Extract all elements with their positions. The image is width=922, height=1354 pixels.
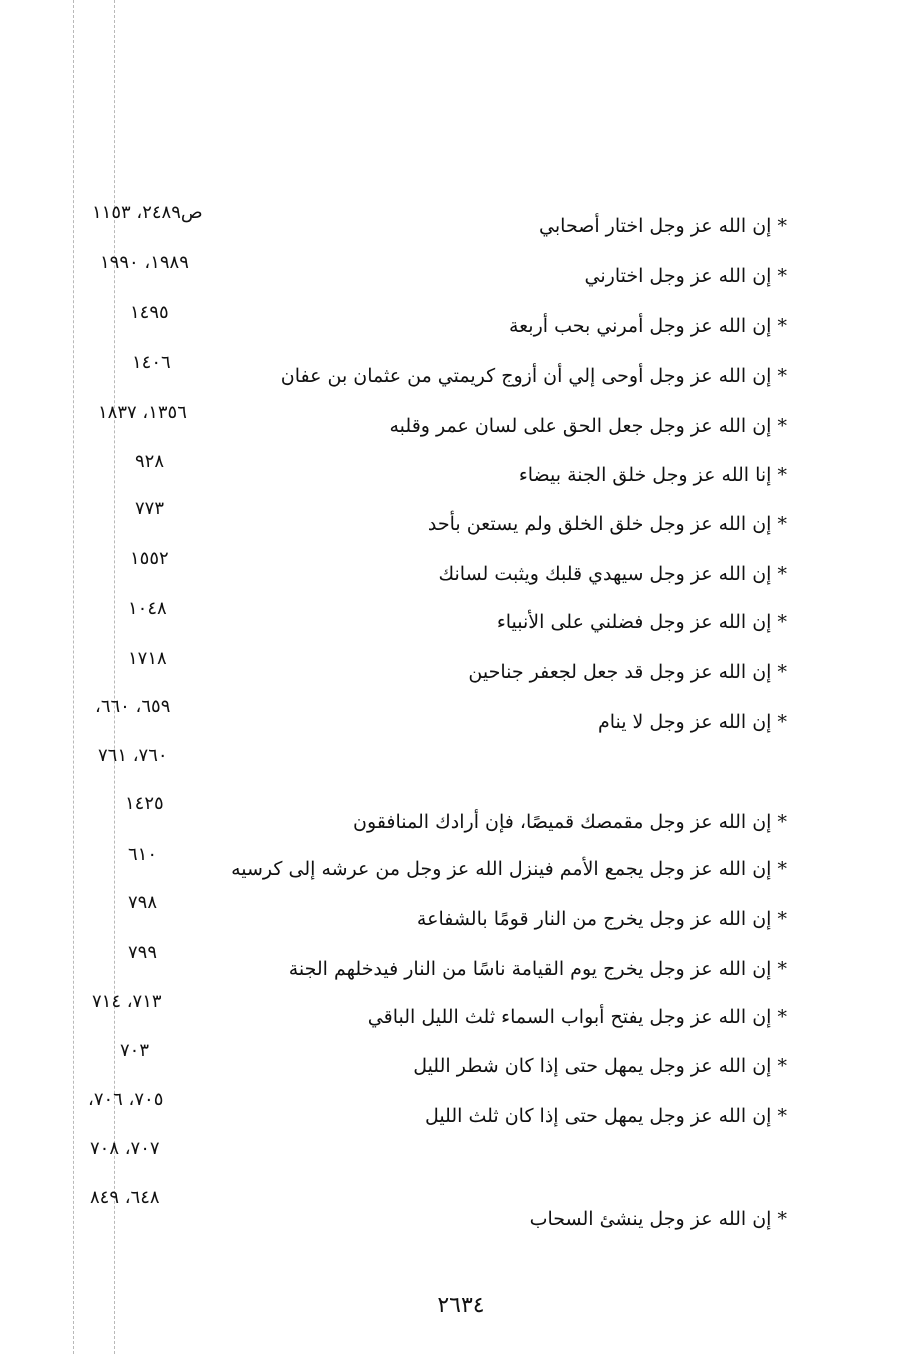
entry-text: * إن الله عز وجل سيهدي قلبك ويثبت لسانك [438,563,787,585]
entry-ref: ٦٥٩، ٦٦٠، [95,696,171,717]
entry-ref: ٧١٣، ٧١٤ [92,991,162,1012]
entry-ref: ٧٠٥، ٧٠٦، [88,1089,164,1110]
margin-dashed-line [73,0,74,1354]
entry-ref: ١٩٨٩، ١٩٩٠ [100,252,189,273]
entry-text: * إن الله عز وجل فضلني على الأنبياء [496,611,787,633]
entry-text: * إن الله عز وجل يمهل حتى إذا كان ثلث الليل [424,1105,787,1127]
entry-text: * إن الله عز وجل يجمع الأمم فينزل الله عز وجل من عرشه إلى كرسيه [231,858,787,880]
entry-text: * إن الله عز وجل يخرج من النار قومًا بالشفاعة [416,908,787,930]
entry-ref: ١٠٤٨ [128,598,167,619]
entry-text: * إن الله عز وجل مقمصك قميصًا، فإن أرادك المنافقون [353,811,787,833]
entry-text: * إن الله عز وجل أوحى إلي أن أزوج كريمتي من عثمان بن عفان [280,365,787,387]
entry-ref: ٧٠٣ [120,1040,150,1061]
entry-ref: ١٧١٨ [128,648,167,669]
entry-ref: ٦١٠ [128,844,158,865]
entry-text: * إن الله عز وجل يمهل حتى إذا كان شطر الليل [413,1055,787,1077]
entry-ref: ٧٧٣ [135,498,165,519]
entry-text: * إن الله عز وجل أمرني بحب أربعة [508,315,787,337]
entry-ref: ٧٠٧، ٧٠٨ [90,1138,160,1159]
entry-text: * إن الله عز وجل يفتح أبواب السماء ثلث الليل الباقي [367,1006,787,1028]
entry-text: * إن الله عز وجل خلق الخلق ولم يستعن بأحد [427,513,787,535]
entry-ref: ١٣٥٦، ١٨٣٧ [98,402,187,423]
entry-ref: ٧٩٨ [128,892,158,913]
entry-text: * إن الله عز وجل جعل الحق على لسان عمر وقلبه [389,415,787,437]
entry-ref: ٧٩٩ [128,942,158,963]
entry-text: * إن الله عز وجل اختارني [584,265,787,287]
entry-ref: ص٢٤٨٩، ١١٥٣ [92,202,203,223]
entry-text: * إن الله عز وجل قد جعل لجعفر جناحين [468,661,787,683]
entry-ref: ١٥٥٢ [130,548,169,569]
entry-ref: ٧٦٠، ٧٦١ [98,745,168,766]
entry-ref: ١٤٠٦ [132,352,171,373]
entry-text: * إن الله عز وجل لا ينام [597,711,787,733]
entry-text: * إن الله عز وجل اختار أصحابي [539,215,787,237]
page-number: ٢٦٣٤ [437,1293,485,1318]
entry-text: * إن الله عز وجل يخرج يوم القيامة ناسًا من النار فيدخلهم الجنة [288,958,787,980]
entry-ref: ١٤٩٥ [130,302,169,323]
entry-ref: ٩٢٨ [135,451,165,472]
entry-ref: ١٤٢٥ [125,793,164,814]
entry-text: * إنا الله عز وجل خلق الجنة بيضاء [518,464,787,486]
entry-ref: ٦٤٨، ٨٤٩ [90,1187,160,1208]
entry-text: * إن الله عز وجل ينشئ السحاب [529,1208,787,1230]
